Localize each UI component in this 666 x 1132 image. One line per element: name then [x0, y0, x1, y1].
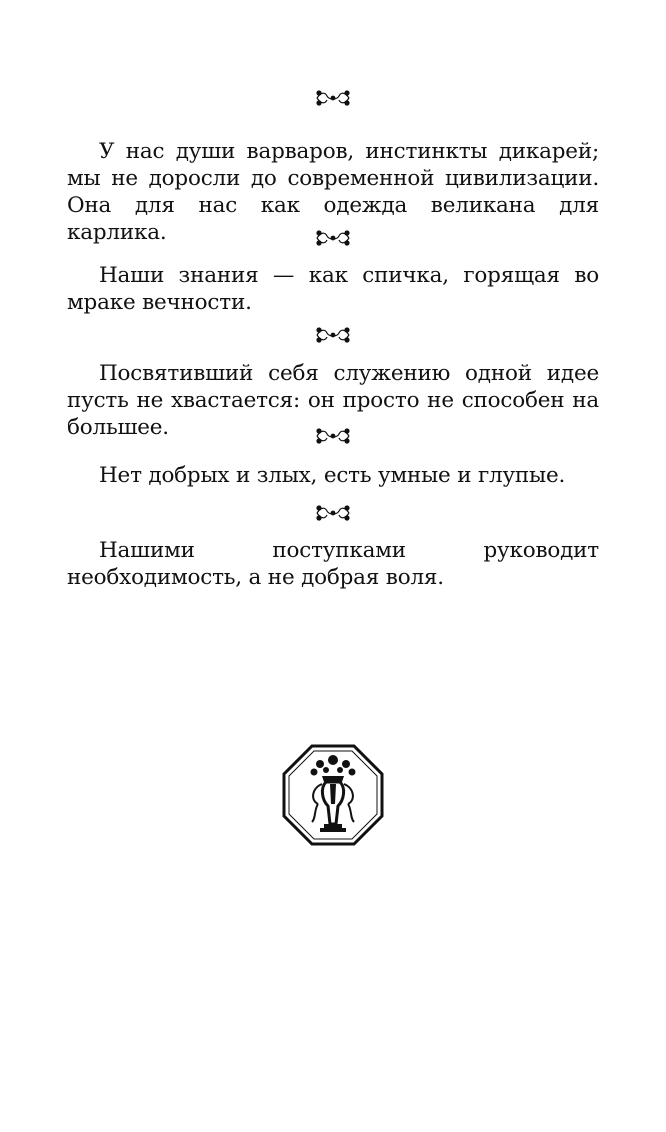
- aphorism-3: Посвятивший себя служению одной идее пусть не хвастается: он просто не способен на большее.: [67, 361, 599, 440]
- floral-separator-icon: [313, 88, 353, 108]
- floral-separator-icon: [313, 325, 353, 345]
- aphorism-5: Нашими поступками руководит необходимость, а не добрая воля.: [67, 538, 599, 590]
- aphorism-1: У нас души варваров, инстинкты дикарей; мы не доросли до современной цивилизации. Она для нас как одежда великана для карлика.: [67, 139, 599, 245]
- floral-separator-icon: [313, 228, 353, 248]
- floral-separator-icon: [313, 503, 353, 523]
- aphorism-2: Наши знания — как спичка, горящая во мраке вечности.: [67, 263, 599, 315]
- floral-separator-icon: [313, 426, 353, 446]
- aphorism-4: Нет добрых и злых, есть умные и глупые.: [99, 463, 566, 488]
- urn-octagon-emblem-icon: [282, 744, 384, 846]
